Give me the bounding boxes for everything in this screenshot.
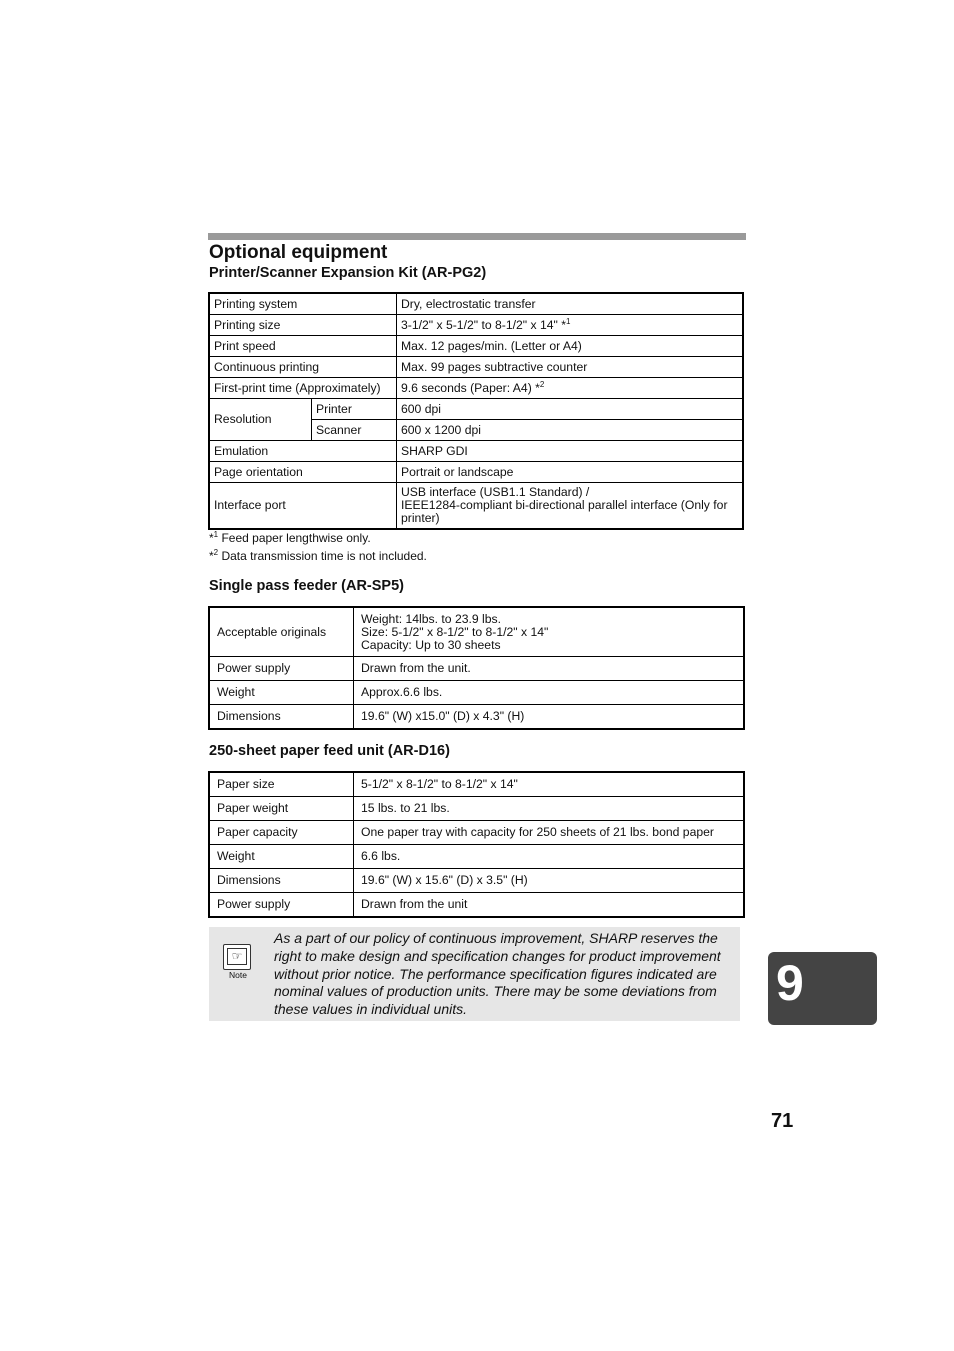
table-row: [210, 845, 744, 869]
table-row: [210, 357, 743, 378]
spec-label: Paper weight: [210, 797, 354, 821]
section-title: Optional equipment: [209, 242, 388, 263]
spec-label: Dimensions: [210, 705, 354, 729]
footnote-ref: 2: [539, 379, 545, 389]
spec-label: Acceptable originals: [210, 608, 354, 657]
spec-label: Weight: [210, 845, 354, 869]
spec-label: Printing system: [210, 294, 397, 315]
feedunit-heading: 250-sheet paper feed unit (AR-D16): [209, 743, 450, 759]
spec-value: 19.6" (W) x 15.6" (D) x 3.5" (H): [354, 869, 744, 893]
spec-value: Max. 12 pages/min. (Letter or A4): [397, 336, 743, 357]
feeder-spec-table: [209, 607, 744, 729]
table-row: [210, 893, 744, 917]
table-row: [210, 821, 744, 845]
table-row: [210, 378, 743, 399]
chapter-tab: [768, 952, 877, 1025]
spec-label: First-print time (Approximately): [210, 378, 397, 399]
pointing-hand-icon: ☞: [227, 948, 247, 965]
spec-value: Dry, electrostatic transfer: [397, 294, 743, 315]
feedunit-spec-table: [209, 772, 744, 917]
footnote-2: *$^2$ Data transmission time is not included.: [209, 548, 427, 563]
table-row: [210, 773, 744, 797]
table-row: [210, 294, 743, 315]
spec-label: Power supply: [210, 657, 354, 681]
spec-value: One paper tray with capacity for 250 sheets of 21 lbs. bond paper: [354, 821, 744, 845]
footnote-ref: 1: [566, 316, 571, 326]
spec-label: Continuous printing: [210, 357, 397, 378]
spec-value: 600 x 1200 dpi: [397, 420, 743, 441]
table-row: [210, 315, 743, 336]
spec-label: Weight: [210, 681, 354, 705]
spec-label: Emulation: [210, 441, 397, 462]
spec-value: 19.6" (W) x15.0" (D) x 4.3" (H): [354, 705, 744, 729]
feeder-heading: Single pass feeder (AR-SP5): [209, 578, 404, 594]
kit-heading: Printer/Scanner Expansion Kit (AR-PG2): [209, 265, 487, 281]
spec-value: 5-1/2" x 8-1/2" to 8-1/2" x 14": [354, 773, 744, 797]
table-row: [210, 336, 743, 357]
spec-label: Paper capacity: [210, 821, 354, 845]
kit-spec-table: [209, 293, 743, 529]
spec-value: Drawn from the unit.: [354, 657, 744, 681]
table-row: [210, 399, 743, 420]
spec-label: Power supply: [210, 893, 354, 917]
section-top-rule: [208, 233, 746, 240]
table-row: [210, 608, 744, 657]
table-row: [210, 705, 744, 729]
spec-label: Print speed: [210, 336, 397, 357]
table-row: [210, 462, 743, 483]
spec-value: 9.6 seconds (Paper: A4) *$^2$: [397, 378, 743, 399]
note-text: As a part of our policy of continuous improvement, SHARP reserves the right to make design and specification changes for product improvement without prior notice. The performance specification figures indicated are nominal values of production units. There may be some deviations from these values in individual units.: [274, 930, 721, 1018]
spec-value: Portrait or landscape: [397, 462, 743, 483]
spec-value: Approx.6.6 lbs.: [354, 681, 744, 705]
note-box: [209, 927, 740, 1021]
spec-value: SHARP GDI: [397, 441, 743, 462]
spec-label: Dimensions: [210, 869, 354, 893]
spec-label: Printing size: [210, 315, 397, 336]
spec-value: 15 lbs. to 21 lbs.: [354, 797, 744, 821]
spec-label: Resolution: [210, 399, 312, 441]
spec-label: Page orientation: [210, 462, 397, 483]
table-row: [210, 483, 743, 529]
spec-label: Paper size: [210, 773, 354, 797]
note-icon: [223, 944, 251, 970]
spec-value: USB interface (USB1.1 Standard) / IEEE1284-compliant bi-directional parallel interface (Only for printer): [397, 483, 743, 529]
chapter-number: 9: [776, 955, 804, 1011]
spec-value: 6.6 lbs.: [354, 845, 744, 869]
spec-sublabel: Scanner: [312, 420, 397, 441]
spec-value: Max. 99 pages subtractive counter: [397, 357, 743, 378]
spec-value: 600 dpi: [397, 399, 743, 420]
table-row: [210, 797, 744, 821]
spec-value: Drawn from the unit: [354, 893, 744, 917]
spec-label: Interface port: [210, 483, 397, 529]
spec-value: 3-1/2" x 5-1/2" to 8-1/2" x 14" *$^1$: [397, 315, 743, 336]
spec-sublabel: Printer: [312, 399, 397, 420]
note-label: Note: [229, 970, 247, 980]
table-row: [210, 681, 744, 705]
table-row: [210, 657, 744, 681]
footnote-1: *$^1$ Feed paper lengthwise only.: [209, 530, 371, 545]
table-row: [210, 441, 743, 462]
spec-value: Weight: 14lbs. to 23.9 lbs. Size: 5-1/2" x 8-1/2" to 8-1/2" x 14" Capacity: Up to 30 sheets: [354, 608, 744, 657]
table-row: [210, 869, 744, 893]
page-number: 71: [771, 1110, 794, 1132]
